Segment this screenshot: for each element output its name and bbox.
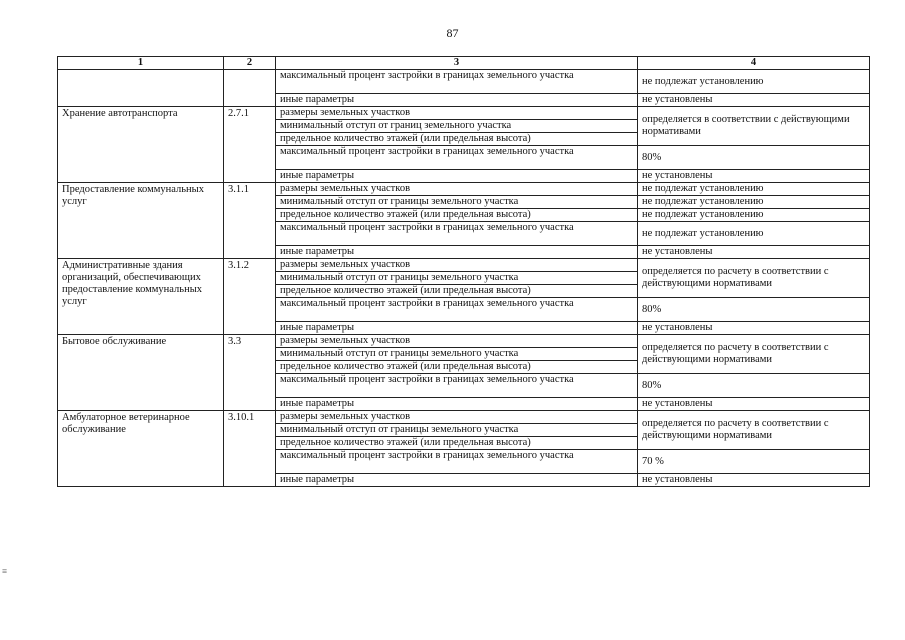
value-cell: 80% (638, 298, 870, 322)
value-cell: 70 % (638, 450, 870, 474)
code-cell: 3.10.1 (224, 411, 276, 487)
value-cell: не подлежат установлению (638, 196, 870, 209)
value-cell: определяется по расчету в соответствии с действующими нормативами (638, 335, 870, 374)
parameter-cell: иные параметры (276, 322, 638, 335)
value-cell: определяется по расчету в соответствии с действующими нормативами (638, 411, 870, 450)
value-cell: не установлены (638, 94, 870, 107)
code-cell (224, 70, 276, 107)
code-cell: 2.7.1 (224, 107, 276, 183)
parameter-cell: иные параметры (276, 398, 638, 411)
parameter-cell: минимальный отступ от границы земельного участка (276, 424, 638, 437)
parameter-cell: предельное количество этажей (или предельная высота) (276, 361, 638, 374)
parameter-cell: максимальный процент застройки в границах земельного участка (276, 146, 638, 170)
use-type-cell (58, 70, 224, 107)
col-header-4: 4 (638, 57, 870, 70)
parameter-cell: предельное количество этажей (или предельная высота) (276, 437, 638, 450)
use-type-cell: Бытовое обслуживание (58, 335, 224, 411)
parameter-cell: предельное количество этажей (или предельная высота) (276, 285, 638, 298)
col-header-2: 2 (224, 57, 276, 70)
use-type-cell: Предоставление коммунальных услуг (58, 183, 224, 259)
page-number: 87 (446, 26, 459, 40)
scan-edge-mark: ≡ (2, 566, 8, 576)
parameter-cell: размеры земельных участков (276, 259, 638, 272)
value-cell: 80% (638, 146, 870, 170)
parameter-cell: иные параметры (276, 94, 638, 107)
parameter-cell: предельное количество этажей (или предельная высота) (276, 133, 638, 146)
value-cell: не установлены (638, 398, 870, 411)
value-cell: не установлены (638, 246, 870, 259)
parameter-cell: размеры земельных участков (276, 183, 638, 196)
use-type-cell: Административные здания организаций, обеспечивающих предоставление коммунальных услуг (58, 259, 224, 335)
col-header-1: 1 (58, 57, 224, 70)
table-row (58, 70, 870, 94)
parameter-cell: минимальный отступ от границы земельного участка (276, 272, 638, 285)
value-cell: не подлежат установлению (638, 183, 870, 196)
table-row (58, 335, 870, 348)
parameter-cell: предельное количество этажей (или предельная высота) (276, 209, 638, 222)
parameter-cell: размеры земельных участков (276, 107, 638, 120)
parameter-cell: иные параметры (276, 246, 638, 259)
table-row (58, 411, 870, 424)
value-cell: не установлены (638, 322, 870, 335)
parameter-cell: размеры земельных участков (276, 335, 638, 348)
value-cell: 80% (638, 374, 870, 398)
table-row (58, 183, 870, 196)
parameter-cell: иные параметры (276, 474, 638, 487)
parameter-cell: минимальный отступ от границы земельного участка (276, 196, 638, 209)
code-cell: 3.1.1 (224, 183, 276, 259)
regulations-table (57, 56, 870, 487)
parameter-cell: минимальный отступ от границы земельного участка (276, 348, 638, 361)
table-row (58, 259, 870, 272)
parameter-cell: размеры земельных участков (276, 411, 638, 424)
parameter-cell: максимальный процент застройки в границах земельного участка (276, 70, 638, 94)
code-cell: 3.3 (224, 335, 276, 411)
value-cell: не установлены (638, 474, 870, 487)
parameter-cell: максимальный процент застройки в границах земельного участка (276, 222, 638, 246)
value-cell: не подлежат установлению (638, 70, 870, 94)
col-header-3: 3 (276, 57, 638, 70)
value-cell: не установлены (638, 170, 870, 183)
table-row (58, 107, 870, 120)
parameter-cell: максимальный процент застройки в границах земельного участка (276, 374, 638, 398)
parameter-cell: максимальный процент застройки в границах земельного участка (276, 450, 638, 474)
parameter-cell: минимальный отступ от границ земельного участка (276, 120, 638, 133)
use-type-cell: Хранение автотранспорта (58, 107, 224, 183)
value-cell: не подлежат установлению (638, 209, 870, 222)
value-cell: не подлежат установлению (638, 222, 870, 246)
header-row (58, 57, 870, 70)
parameter-cell: максимальный процент застройки в границах земельного участка (276, 298, 638, 322)
value-cell: определяется в соответствии с действующими нормативами (638, 107, 870, 146)
code-cell: 3.1.2 (224, 259, 276, 335)
use-type-cell: Амбулаторное ветеринарное обслуживание (58, 411, 224, 487)
value-cell: определяется по расчету в соответствии с действующими нормативами (638, 259, 870, 298)
parameter-cell: иные параметры (276, 170, 638, 183)
